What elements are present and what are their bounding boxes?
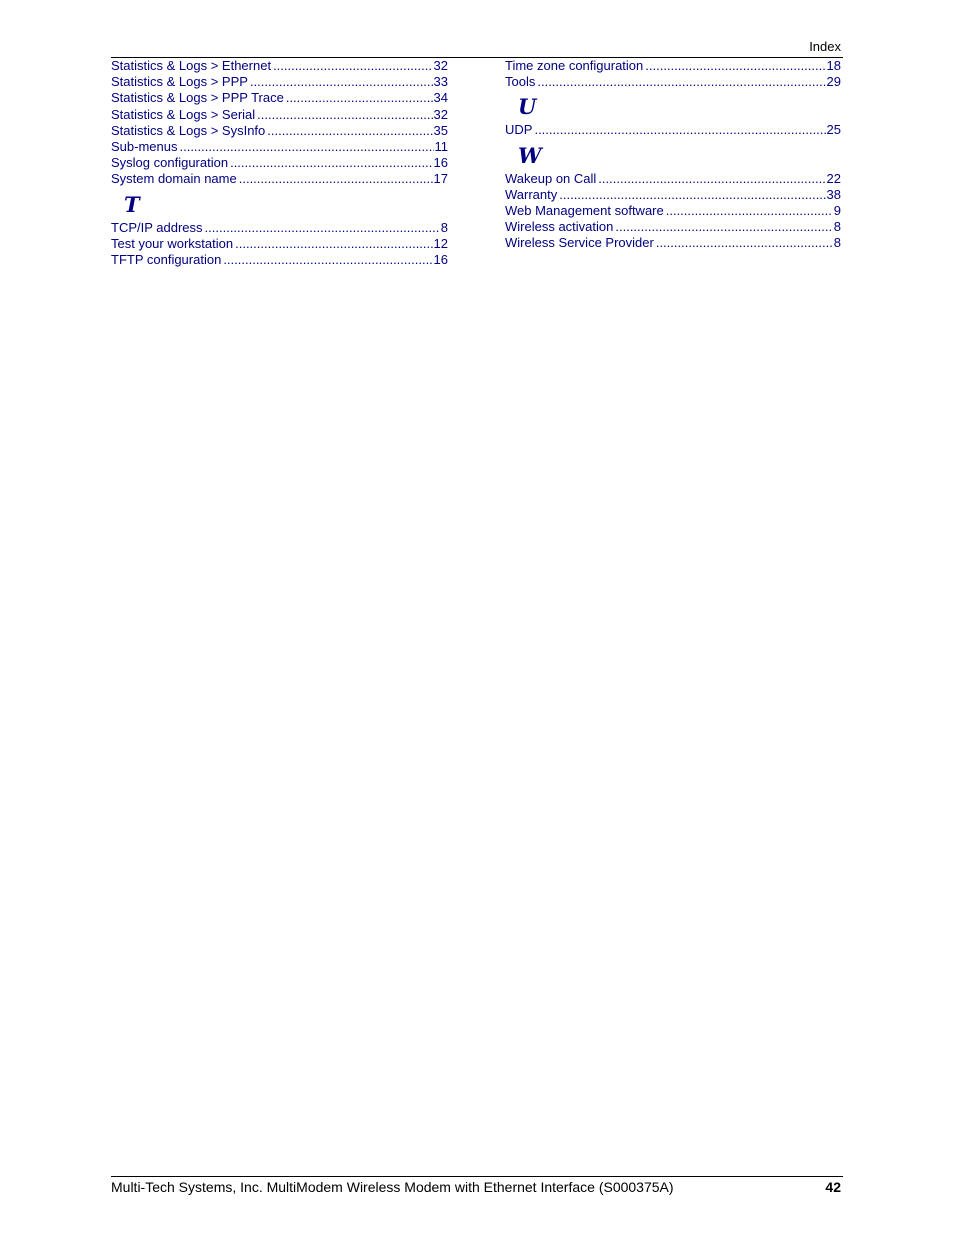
index-entry-label: UDP: [505, 122, 533, 138]
index-entry-link[interactable]: [111, 90, 448, 106]
dot-leader: [177, 139, 433, 155]
index-entry-link[interactable]: [505, 187, 841, 203]
index-entry-page: 17: [433, 171, 448, 187]
dot-leader: [643, 58, 825, 74]
index-entry-label: Sub-menus: [111, 138, 178, 154]
dot-leader: [248, 74, 433, 90]
index-entry-link[interactable]: [111, 123, 448, 139]
index-entry-page: 16: [433, 251, 448, 267]
index-entry-page: 16: [433, 155, 448, 171]
index-entry-link[interactable]: [505, 219, 841, 235]
index-entry-label: Wireless activation: [505, 219, 614, 235]
index-entry-link[interactable]: [111, 107, 448, 123]
index-entry-page: 35: [433, 122, 448, 138]
index-entry-label: Statistics & Logs > Ethernet: [111, 58, 272, 73]
dot-leader: [233, 236, 432, 252]
index-entry-label: Time zone configuration: [505, 58, 644, 73]
dot-leader: [265, 123, 432, 139]
index-entry-label: Warranty: [505, 186, 558, 202]
index-section-letter: T: [124, 191, 140, 217]
dot-leader: [535, 74, 825, 90]
index-entry-label: Statistics & Logs > Serial: [111, 106, 256, 122]
dot-leader: [654, 235, 833, 251]
index-section-letter: U: [518, 94, 537, 120]
index-entry-page: 25: [826, 122, 841, 138]
index-entry-page: 34: [433, 90, 448, 106]
index-entry-label: Statistics & Logs > PPP: [111, 74, 248, 90]
index-entry-label: Tools: [505, 74, 536, 90]
index-entry-link[interactable]: [111, 155, 448, 171]
dot-leader: [284, 90, 433, 106]
index-entry-page: 38: [826, 186, 841, 202]
dot-leader: [255, 107, 432, 123]
index-entry-label: Statistics & Logs > SysInfo: [111, 122, 266, 138]
index-entry-link[interactable]: [111, 252, 448, 268]
index-column-right: [505, 58, 841, 252]
dot-leader: [237, 171, 433, 187]
dot-leader: [613, 219, 832, 235]
index-entry-page: 22: [826, 170, 841, 186]
index-entry-page: 11: [434, 138, 448, 154]
index-entry-page: 8: [440, 219, 448, 235]
footer-text: Multi-Tech Systems, Inc. MultiModem Wireless Modem with Ethernet Interface (S000375A): [111, 1179, 674, 1195]
index-section-letter: W: [518, 142, 542, 168]
index-entry-label: Web Management software: [505, 202, 664, 218]
index-entry-link[interactable]: [505, 122, 841, 138]
index-entry-page: 32: [433, 58, 448, 73]
index-entry-link[interactable]: [505, 203, 841, 219]
index-entry-label: Syslog configuration: [111, 155, 229, 171]
index-entry-label: Test your workstation: [111, 235, 234, 251]
dot-leader: [203, 220, 440, 236]
index-entry-label: TFTP configuration: [111, 251, 222, 267]
index-entry-page: 8: [833, 235, 841, 251]
dot-leader: [532, 122, 825, 138]
index-entry-link[interactable]: [505, 171, 841, 187]
index-entry-link[interactable]: [111, 139, 448, 155]
footer-page-number: 42: [825, 1179, 841, 1195]
dot-leader: [221, 252, 432, 268]
index-entry-label: Wireless Service Provider: [505, 235, 654, 251]
dot-leader: [557, 187, 825, 203]
footer-divider: [111, 1176, 843, 1177]
index-entry-link[interactable]: [111, 220, 448, 236]
index-entry-page: 29: [826, 74, 841, 90]
index-entry-label: TCP/IP address: [111, 219, 203, 235]
index-entry-page: 18: [826, 58, 841, 73]
index-entry-label: System domain name: [111, 171, 237, 187]
index-entry-page: 8: [833, 219, 841, 235]
index-entry-link[interactable]: [505, 74, 841, 90]
index-entry-page: 12: [433, 235, 448, 251]
dot-leader: [664, 203, 833, 219]
dot-leader: [271, 58, 432, 74]
index-entry-link[interactable]: [111, 171, 448, 187]
index-entry-page: 32: [433, 106, 448, 122]
index-entry-link[interactable]: [111, 58, 448, 74]
dot-leader: [228, 155, 432, 171]
index-entry-page: 9: [833, 202, 841, 218]
index-column-left: [111, 58, 448, 268]
index-entry-page: 33: [433, 74, 448, 90]
dot-leader: [596, 171, 825, 187]
index-entry-label: Wakeup on Call: [505, 170, 597, 186]
index-entry-link[interactable]: [505, 58, 841, 74]
index-entry-link[interactable]: [111, 236, 448, 252]
page-header-title: Index: [809, 39, 841, 54]
index-entry-link[interactable]: [505, 235, 841, 251]
index-entry-label: Statistics & Logs > PPP Trace: [111, 90, 284, 106]
index-entry-link[interactable]: [111, 74, 448, 90]
